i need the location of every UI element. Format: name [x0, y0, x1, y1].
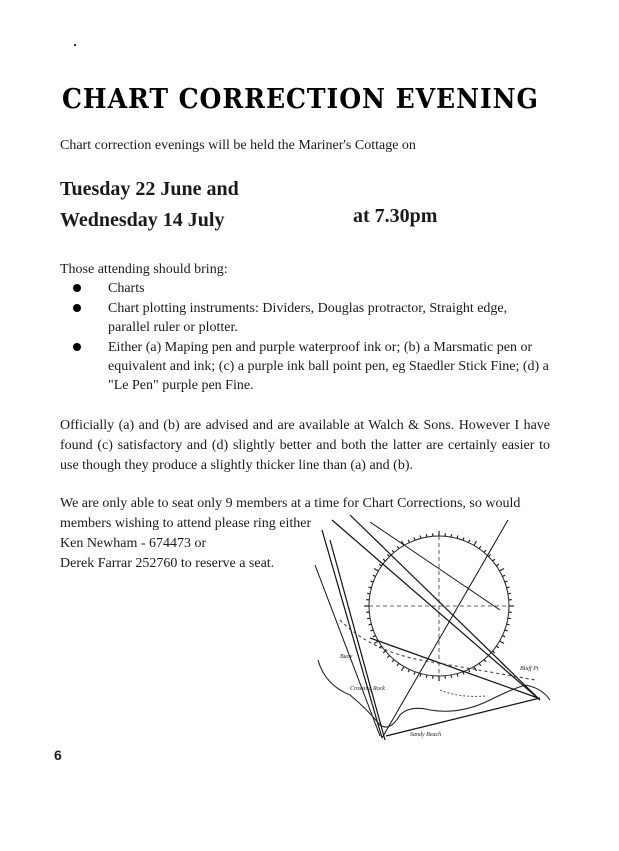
compass-tick — [373, 575, 376, 576]
diagram-label: Bluff Pt — [520, 666, 539, 672]
intro-text: Chart correction evenings will be held the Mariner's Cottage on — [60, 138, 416, 153]
list-item — [60, 299, 552, 337]
advice-paragraph: Officially (a) and (b) are advised and are available at Walch & Sons. However I have found (c) satisfactory and (d) slightly better and both the latter are certainly easier to use though they produce a slightly thicker line than (a) and (b). — [60, 418, 550, 473]
compass-tick — [496, 646, 498, 648]
list-item-text: Chart plotting instruments: Dividers, Douglas protractor, Straight edge, parallel ruler or plotter. — [108, 301, 508, 335]
compass-tick — [451, 675, 452, 678]
page-title: CHART CORRECTION EVENING — [62, 84, 539, 115]
bearing-line — [382, 520, 508, 738]
booking-line-2: members wishing to attend please ring either — [60, 516, 312, 531]
compass-tick — [383, 559, 385, 561]
compass-tick — [387, 554, 389, 556]
compass-tick — [502, 636, 505, 637]
event-date-1: Tuesday 22 June and — [60, 178, 239, 200]
compass-tick — [474, 541, 477, 545]
compass-tick — [496, 564, 498, 566]
scan-speck — [74, 44, 76, 46]
compass-tick — [402, 667, 405, 671]
compass-tick — [479, 546, 481, 548]
compass-tick — [379, 564, 381, 566]
bring-lead-text: Those attending should bring: — [60, 262, 228, 277]
compass-tick — [397, 663, 399, 665]
list-item — [60, 279, 552, 298]
bullet-icon — [73, 343, 81, 351]
diagram-label: Crossing Rock — [350, 686, 385, 692]
compass-tick — [508, 618, 511, 619]
compass-tick — [370, 581, 373, 582]
compass-tick — [500, 569, 504, 572]
compass-tick — [479, 663, 481, 665]
event-time: at 7.30pm — [353, 205, 438, 227]
list-item — [60, 338, 552, 395]
compass-tick — [370, 630, 373, 631]
compass-tick — [500, 641, 504, 644]
compass-tick — [507, 624, 510, 625]
list-item-text: Charts — [108, 281, 145, 296]
chart-plot-diagram — [310, 510, 560, 750]
compass-tick — [507, 587, 510, 588]
compass-tick — [420, 535, 421, 538]
event-dates — [60, 174, 239, 236]
event-date-2: Wednesday 14 July — [60, 209, 225, 231]
compass-tick — [469, 540, 470, 543]
contact-ken: Ken Newham - 674473 or — [60, 536, 207, 551]
compass-tick — [392, 550, 394, 552]
compass-tick — [505, 581, 508, 582]
compass-tick — [469, 669, 470, 672]
compass-tick — [484, 550, 486, 552]
compass-tick — [368, 587, 371, 588]
compass-tick — [505, 630, 508, 631]
compass-tick — [493, 559, 495, 561]
compass-tick — [457, 535, 458, 538]
compass-tick — [408, 540, 409, 543]
compass-tick — [368, 624, 371, 625]
compass-tick — [420, 674, 421, 677]
bearing-line — [322, 530, 382, 738]
compass-tick — [408, 669, 409, 672]
page-number: 6 — [54, 747, 62, 763]
compass-tick — [397, 546, 399, 548]
compass-tick — [451, 534, 452, 537]
compass-tick — [392, 660, 394, 662]
booking-line-1: We are only able to seat only 9 members at a time for Chart Corrections, so would — [60, 496, 521, 511]
contact-derek: Derek Farrar 252760 to reserve a seat. — [60, 556, 275, 571]
compass-tick — [484, 660, 486, 662]
coastline — [318, 660, 550, 727]
compass-tick — [367, 593, 370, 594]
bullet-icon — [73, 284, 81, 292]
compass-tick — [463, 672, 464, 675]
compass-tick — [374, 569, 378, 572]
compass-tick — [426, 675, 427, 678]
compass-tick — [383, 651, 385, 653]
compass-tick — [414, 537, 415, 540]
list-item-text: Either (a) Maping pen and purple waterproof ink or; (b) a Marsmatic pen or equivalent and ink; (c) a purple ink ball point pen, eg Staedler Stick Fine; (d) a "Le Pen" purple pen Fine. — [108, 340, 549, 393]
bearing-line — [386, 698, 540, 736]
bearing-line — [370, 522, 500, 610]
compass-tick — [502, 575, 505, 576]
compass-tick — [373, 636, 376, 637]
compass-tick — [387, 655, 389, 657]
compass-tick — [508, 593, 511, 594]
compass-tick — [463, 537, 464, 540]
bring-list — [60, 279, 552, 396]
shoal-line — [440, 690, 485, 696]
diagram-label: Buoy — [340, 654, 353, 660]
compass-tick — [414, 672, 415, 675]
compass-tick — [457, 674, 458, 677]
compass-tick — [488, 554, 490, 556]
compass-tick — [426, 534, 427, 537]
compass-tick — [367, 618, 370, 619]
compass-tick — [493, 651, 495, 653]
bullet-icon — [73, 304, 81, 312]
diagram-label: Sandy Beach — [410, 732, 442, 738]
